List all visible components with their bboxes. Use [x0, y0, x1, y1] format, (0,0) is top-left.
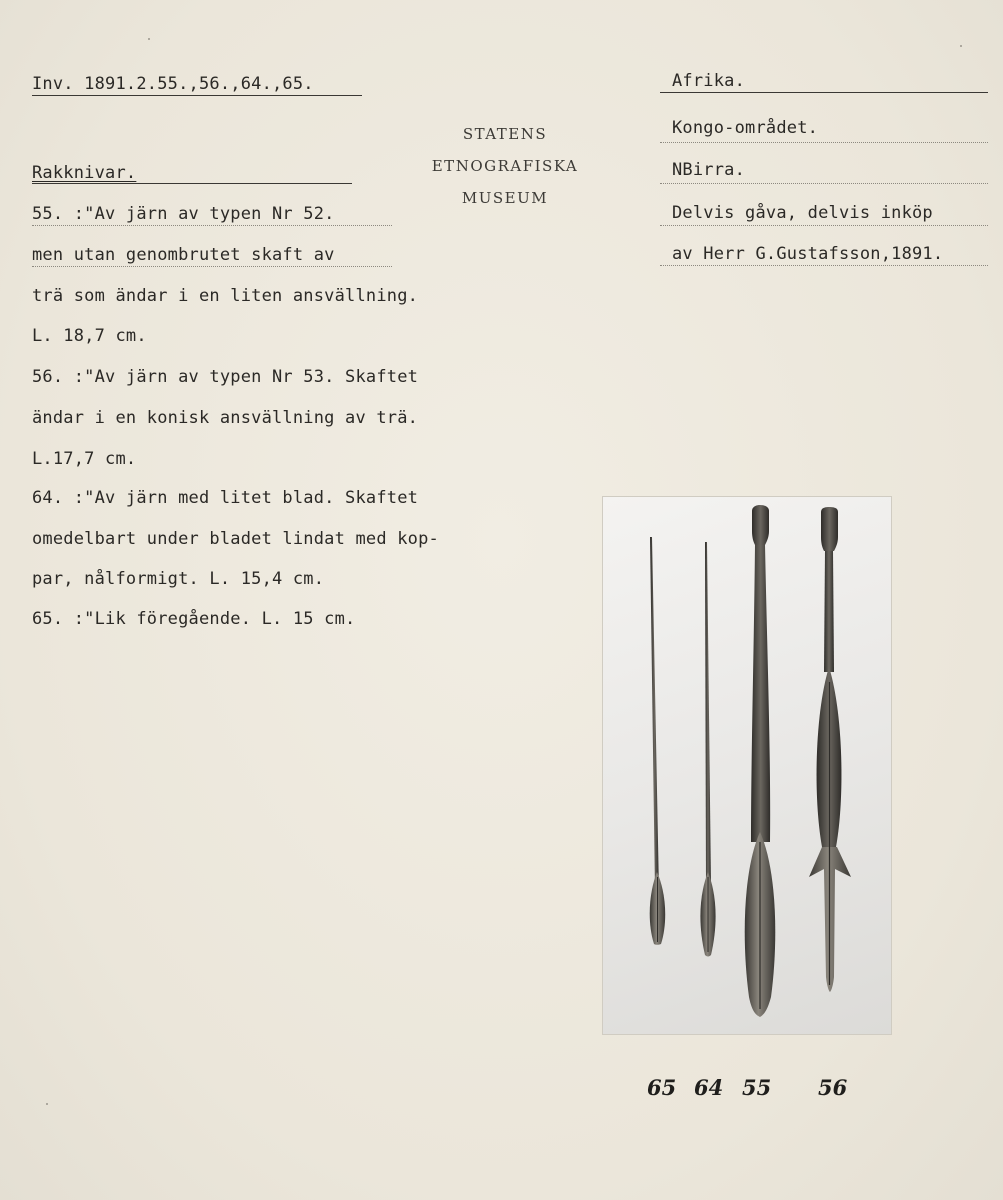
- dotted-rule: [32, 225, 392, 226]
- inventory-number: Inv. 1891.2.55.,56.,64.,65.: [32, 74, 314, 94]
- knives-illustration: [603, 497, 891, 1034]
- description-line: men utan genombrutet skaft av: [32, 245, 335, 265]
- paper-speck: [46, 1103, 48, 1105]
- knife-55-shape: [745, 505, 776, 1017]
- region-label: Afrika.: [672, 71, 746, 91]
- object-name-rule: [32, 183, 352, 184]
- object-photograph: [603, 497, 891, 1034]
- dotted-rule: [660, 225, 988, 226]
- paper-speck: [960, 45, 962, 47]
- description-line: 55. :"Av järn av typen Nr 52.: [32, 204, 335, 224]
- description-line: L. 18,7 cm.: [32, 326, 147, 346]
- knife-64-shape: [700, 542, 715, 957]
- stamp-line: ETNOGRAFISKA: [431, 157, 579, 175]
- description-line: trä som ändar i en liten ansvällning.: [32, 286, 419, 306]
- description-line: 64. :"Av järn med litet blad. Skaftet: [32, 488, 419, 508]
- description-line: 65. :"Lik föregående. L. 15 cm.: [32, 609, 356, 629]
- description-line: par, nålformigt. L. 15,4 cm.: [32, 569, 325, 589]
- dotted-rule: [660, 183, 988, 184]
- provenance-area: Kongo-området.: [672, 118, 819, 138]
- photo-label-56: 56: [818, 1075, 848, 1100]
- dotted-rule: [660, 265, 988, 266]
- photo-label-65: 65: [647, 1075, 677, 1100]
- knife-56-shape: [809, 507, 851, 992]
- acquisition-line: Delvis gåva, delvis inköp: [672, 203, 933, 223]
- description-line: omedelbart under bladet lindat med kop-: [32, 529, 439, 549]
- provenance-people: NBirra.: [672, 160, 746, 180]
- acquisition-line: av Herr G.Gustafsson,1891.: [672, 244, 944, 264]
- paper-speck: [148, 38, 150, 40]
- dotted-rule: [660, 142, 988, 143]
- description-line: ändar i en konisk ansvällning av trä.: [32, 408, 419, 428]
- object-name: Rakknivar.: [32, 163, 137, 183]
- knife-65-shape: [650, 537, 665, 945]
- photo-label-64: 64: [694, 1075, 724, 1100]
- inventory-rule: [32, 95, 362, 96]
- stamp-line: STATENS: [462, 125, 548, 143]
- description-line: L.17,7 cm.: [32, 449, 137, 469]
- region-rule: [660, 92, 988, 93]
- photo-label-55: 55: [742, 1075, 772, 1100]
- description-line: 56. :"Av järn av typen Nr 53. Skaftet: [32, 367, 419, 387]
- stamp-line: MUSEUM: [461, 189, 549, 207]
- museum-stamp: [410, 118, 600, 214]
- dotted-rule: [32, 266, 392, 267]
